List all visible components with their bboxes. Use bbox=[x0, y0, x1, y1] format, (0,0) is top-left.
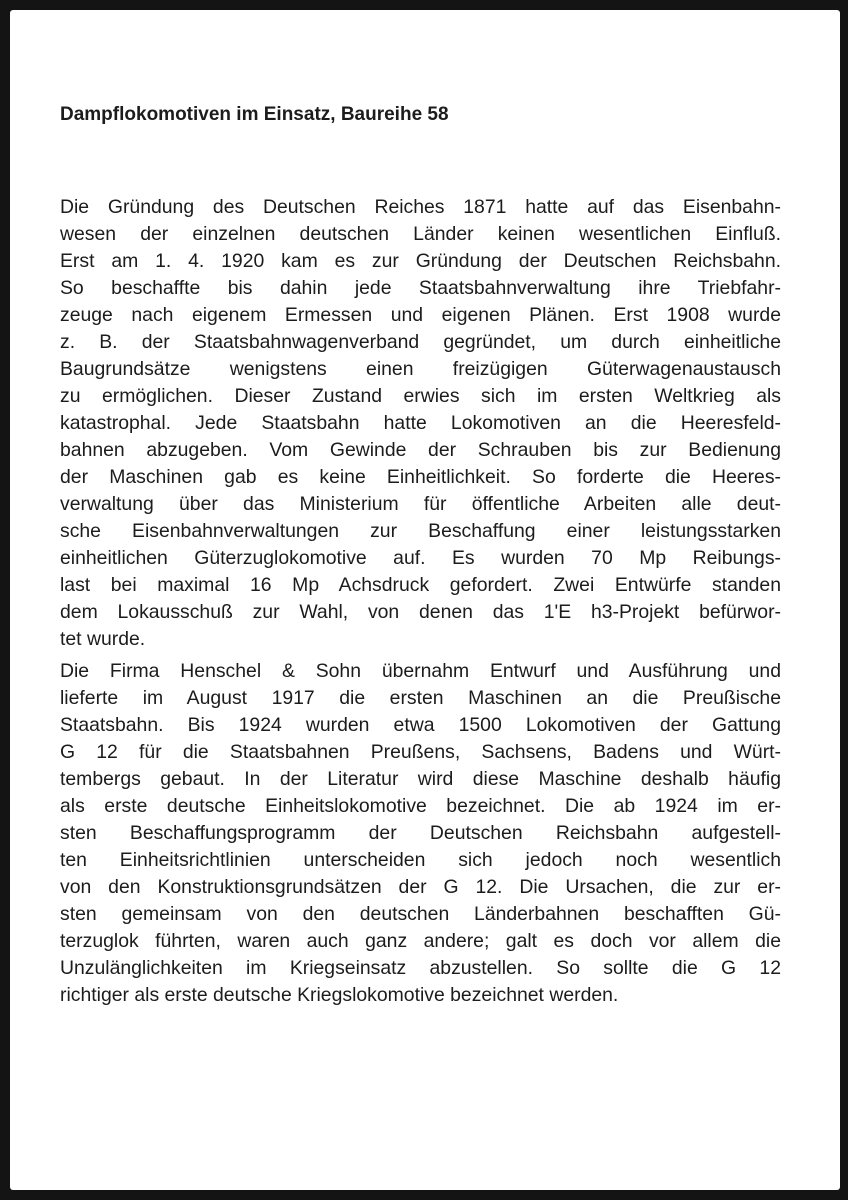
text-line: bahnen abzugeben. Vom Gewinde der Schrauben bis zur Bedienung bbox=[60, 439, 781, 461]
document-card bbox=[10, 10, 840, 1190]
paragraph-2 bbox=[60, 658, 781, 1009]
text-line: zeuge nach eigenem Ermessen und eigenen Plänen. Erst 1908 wurde bbox=[60, 304, 781, 326]
text-line: Erst am 1. 4. 1920 kam es zur Gründung der Deutschen Reichsbahn. bbox=[60, 250, 781, 272]
text-line: als erste deutsche Einheitslokomotive bezeichnet. Die ab 1924 im er- bbox=[60, 795, 781, 817]
text-line: tembergs gebaut. In der Literatur wird diese Maschine deshalb häufig bbox=[60, 768, 781, 790]
text-line: sten Beschaffungsprogramm der Deutschen Reichsbahn aufgestell- bbox=[60, 822, 781, 844]
text-line: zu ermöglichen. Dieser Zustand erwies sich im ersten Weltkrieg als bbox=[60, 385, 781, 407]
document-body bbox=[60, 194, 781, 1009]
text-line: last bei maximal 16 Mp Achsdruck gefordert. Zwei Entwürfe standen bbox=[60, 574, 781, 596]
text-line: lieferte im August 1917 die ersten Maschinen an die Preußische bbox=[60, 687, 781, 709]
text-line: einheitlichen Güterzuglokomotive auf. Es wurden 70 Mp Reibungs- bbox=[60, 547, 781, 569]
document-title: Dampflokomotiven im Einsatz, Baureihe 58 bbox=[60, 104, 449, 125]
text-line: z. B. der Staatsbahnwagenverband gegründet, um durch einheitliche bbox=[60, 331, 781, 353]
text-line: Die Firma Henschel & Sohn übernahm Entwurf und Ausführung und bbox=[60, 660, 781, 682]
text-line: sche Eisenbahnverwaltungen zur Beschaffung einer leistungsstarken bbox=[60, 520, 781, 542]
text-line: von den Konstruktionsgrundsätzen der G 12. Die Ursachen, die zur er- bbox=[60, 876, 781, 898]
text-line: ten Einheitsrichtlinien unterscheiden sich jedoch noch wesentlich bbox=[60, 849, 781, 871]
paragraph-1 bbox=[60, 194, 781, 653]
text-line: verwaltung über das Ministerium für öffentliche Arbeiten alle deut- bbox=[60, 493, 781, 515]
text-line: tet wurde. bbox=[60, 628, 146, 650]
text-line: terzuglok führten, waren auch ganz andere; galt es doch vor allem die bbox=[60, 930, 781, 952]
text-line: G 12 für die Staatsbahnen Preußens, Sachsens, Badens und Würt- bbox=[60, 741, 781, 763]
text-line: Baugrundsätze wenigstens einen freizügigen Güterwagenaustausch bbox=[60, 358, 781, 380]
text-line: So beschaffte bis dahin jede Staatsbahnverwaltung ihre Triebfahr- bbox=[60, 277, 781, 299]
text-line: richtiger als erste deutsche Kriegslokomotive bezeichnet werden. bbox=[60, 984, 619, 1006]
text-line: Unzulänglichkeiten im Kriegseinsatz abzustellen. So sollte die G 12 bbox=[60, 957, 781, 979]
text-line: dem Lokausschuß zur Wahl, von denen das 1'E h3-Projekt befürwor- bbox=[60, 601, 781, 623]
text-line: sten gemeinsam von den deutschen Länderbahnen beschafften Gü- bbox=[60, 903, 781, 925]
text-line: katastrophal. Jede Staatsbahn hatte Lokomotiven an die Heeresfeld- bbox=[60, 412, 781, 434]
text-line: der Maschinen gab es keine Einheitlichkeit. So forderte die Heeres- bbox=[60, 466, 781, 488]
text-line: wesen der einzelnen deutschen Länder keinen wesentlichen Einfluß. bbox=[60, 223, 781, 245]
text-line: Staatsbahn. Bis 1924 wurden etwa 1500 Lokomotiven der Gattung bbox=[60, 714, 781, 736]
text-line: Die Gründung des Deutschen Reiches 1871 hatte auf das Eisenbahn- bbox=[60, 196, 781, 218]
